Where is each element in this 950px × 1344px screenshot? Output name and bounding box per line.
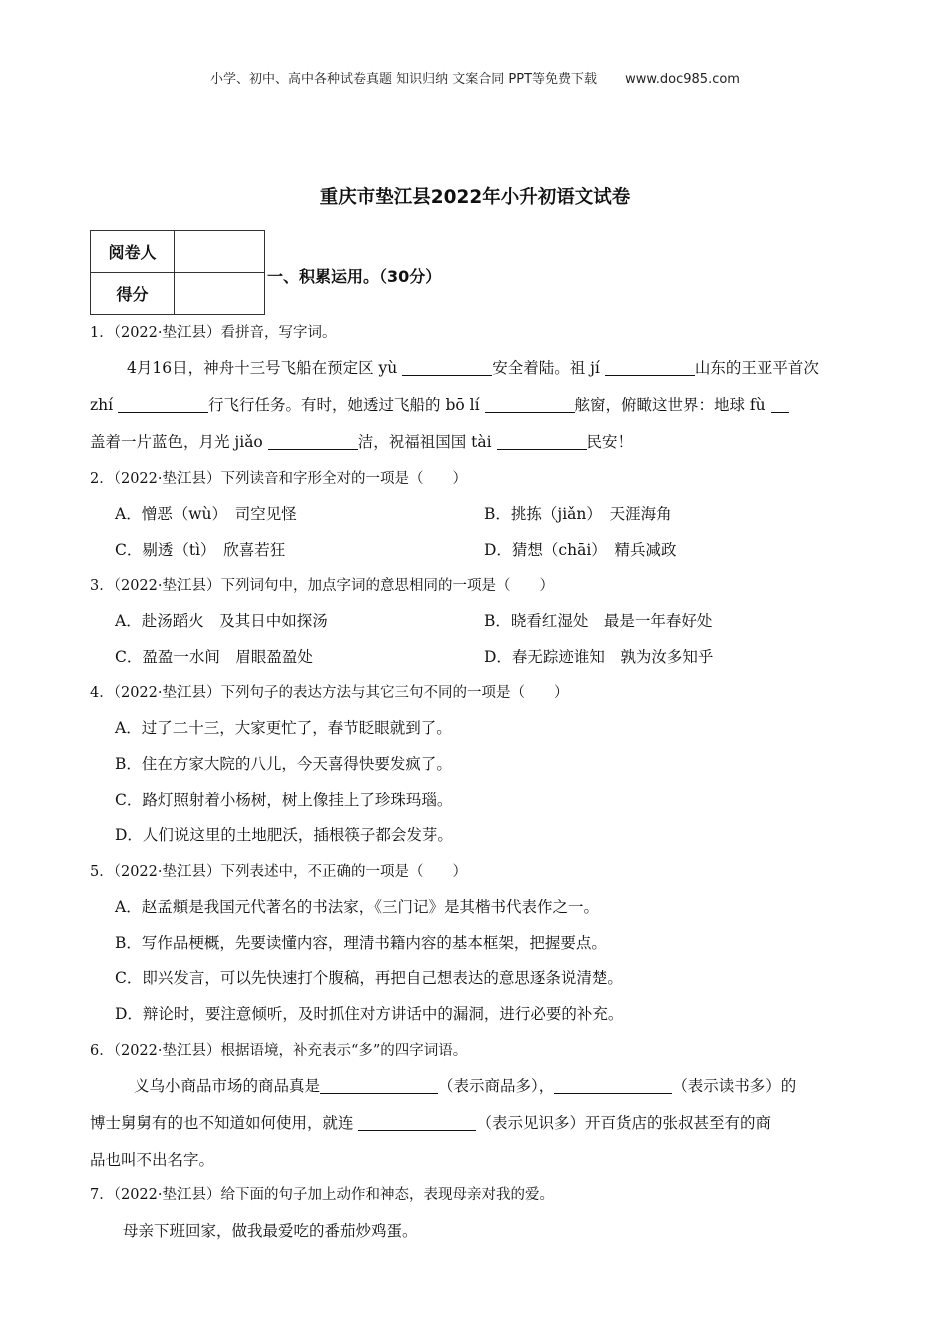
q3-option-c[interactable]: C．盈盈一水间 眉眼盈盈处	[115, 648, 313, 666]
page-title: 重庆市垫江县2022年小升初语文试卷	[319, 187, 631, 208]
answer-blank[interactable]	[554, 1078, 672, 1095]
q6-text: 博士舅舅有的也不知道如何使用，就连	[90, 1114, 359, 1132]
q3-option-b[interactable]: B．晓看红湿处 最是一年春好处	[484, 612, 713, 630]
answer-blank[interactable]	[118, 397, 208, 414]
answer-blank[interactable]	[320, 1078, 438, 1095]
reviewer-label: 阅卷人	[91, 231, 175, 273]
q5-option-b[interactable]: B．写作品梗概，先要读懂内容，理清书籍内容的基本框架，把握要点。	[115, 934, 607, 952]
answer-blank[interactable]	[268, 434, 358, 451]
q1-text: 民安！	[586, 433, 634, 451]
q1-line2	[90, 393, 789, 415]
q7-sentence: 母亲下班回家，做我最爱吃的番茄炒鸡蛋。	[123, 1222, 418, 1240]
header-url[interactable]: www.doc985.com	[625, 72, 740, 87]
q6-text: （表示见识多）开百货店的张叔甚至有的商	[476, 1114, 771, 1132]
q1-stem: 1．（2022·垫江县）看拼音，写字词。	[90, 325, 337, 341]
q2-option-a[interactable]: A．憎恶（wù） 司空见怪	[115, 505, 297, 523]
q4-option-d[interactable]: D．人们说这里的土地肥沃，插根筷子都会发芽。	[115, 826, 453, 844]
reviewer-cell[interactable]	[175, 231, 265, 273]
answer-blank[interactable]	[402, 360, 492, 377]
header-text: 小学、初中、高中各种试卷真题 知识归纳 文案合同 PPT等免费下载	[210, 72, 598, 87]
q6-stem: 6．（2022·垫江县）根据语境，补充表示“多”的四字词语。	[90, 1043, 468, 1059]
q6-line3: 品也叫不出名字。	[90, 1151, 215, 1169]
q1-line3	[90, 430, 633, 452]
score-label: 得分	[91, 273, 175, 315]
score-table	[90, 230, 265, 315]
answer-blank[interactable]	[485, 397, 575, 414]
q5-option-a[interactable]: A．赵孟頫是我国元代著名的书法家，《三门记》是其楷书代表作之一。	[115, 898, 599, 916]
score-cell[interactable]	[175, 273, 265, 315]
q5-option-c[interactable]: C．即兴发言，可以先快速打个腹稿，再把自己想表达的意思逐条说清楚。	[115, 969, 623, 987]
answer-blank[interactable]	[605, 360, 695, 377]
answer-blank[interactable]	[771, 397, 789, 414]
q2-stem: 2．（2022·垫江县）下列读音和字形全对的一项是（ ）	[90, 471, 467, 487]
answer-blank[interactable]	[358, 1115, 476, 1132]
q6-line2	[90, 1111, 771, 1133]
q4-stem: 4．（2022·垫江县）下列句子的表达方法与其它三句不同的一项是（ ）	[90, 685, 569, 701]
q3-stem: 3．（2022·垫江县）下列词句中，加点字词的意思相同的一项是（ ）	[90, 578, 554, 594]
q5-stem: 5．（2022·垫江县）下列表述中，不正确的一项是（ ）	[90, 864, 467, 880]
q2-option-b[interactable]: B．挑拣（jiǎn） 天涯海角	[484, 505, 672, 523]
q4-option-c[interactable]: C．路灯照射着小杨树，树上像挂上了珍珠玛瑙。	[115, 791, 453, 809]
q7-stem: 7．（2022·垫江县）给下面的句子加上动作和神态，表现母亲对我的爱。	[90, 1187, 554, 1203]
q3-option-a[interactable]: A．赴汤蹈火 及其日中如探汤	[115, 612, 328, 630]
q4-option-a[interactable]: A．过了二十三，大家更忙了，春节眨眼就到了。	[115, 719, 452, 737]
q6-line1	[134, 1074, 796, 1096]
section-heading: 一、积累运用。（30分）	[267, 267, 442, 286]
q3-option-d[interactable]: D．春无踪迹谁知 孰为汝多知乎	[484, 648, 714, 666]
q1-text: 洁，祝福祖国国 tài	[357, 433, 497, 451]
q4-option-b[interactable]: B．住在方家大院的八儿，今天喜得快要发疯了。	[115, 755, 452, 773]
q1-text: 行飞行任务。有时，她透过飞船的 bō lí	[208, 396, 485, 414]
q2-option-c[interactable]: C．剔透（tì） 欣喜若狂	[115, 541, 286, 559]
q1-text: 安全着陆。祖 jí	[492, 359, 605, 377]
q1-text: 山东的王亚平首次	[694, 359, 819, 377]
q1-text: zhí	[90, 396, 119, 414]
q6-text: （表示读书多）的	[672, 1077, 797, 1095]
q2-option-d[interactable]: D．猜想（chāi） 精兵减政	[484, 541, 677, 559]
site-header	[0, 68, 950, 87]
q1-text: 盖着一片蓝色，月光 jiǎo	[90, 433, 268, 451]
q1-line1	[127, 356, 819, 378]
q6-text: 义乌小商品市场的商品真是	[134, 1077, 321, 1095]
q1-text: 4月16日，神舟十三号飞船在预定区 yù	[127, 359, 403, 377]
q5-option-d[interactable]: D．辩论时，要注意倾听，及时抓住对方讲话中的漏洞，进行必要的补充。	[115, 1005, 624, 1023]
answer-blank[interactable]	[497, 434, 587, 451]
q1-text: 舷窗，俯瞰这世界：地球 fù	[574, 396, 771, 414]
q6-text: （表示商品多），	[438, 1077, 555, 1095]
